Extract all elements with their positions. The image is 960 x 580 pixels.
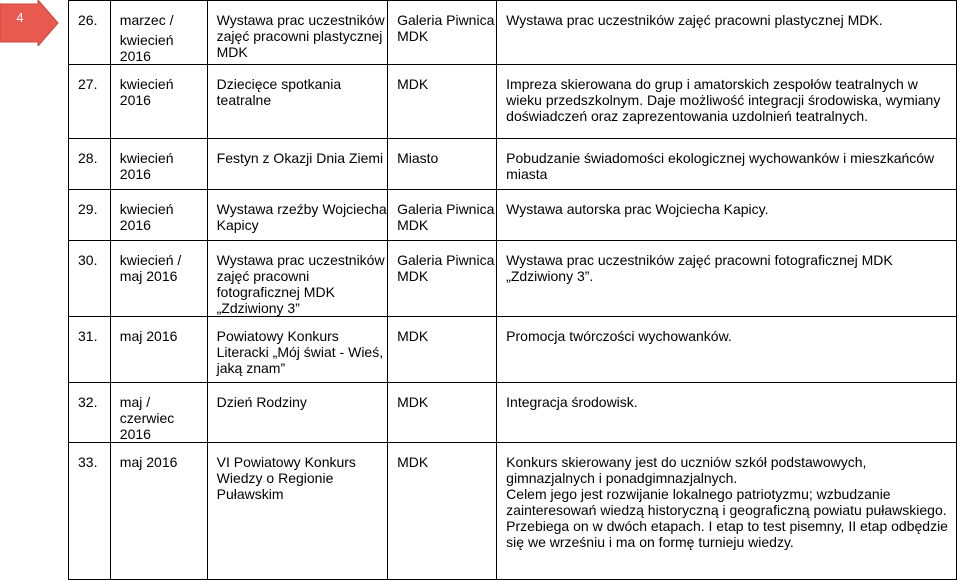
row-place: MDK	[388, 65, 497, 139]
row-date-line: maj 2016	[119, 328, 178, 344]
row-date	[110, 241, 207, 317]
row-number: 30.	[69, 241, 111, 317]
page-number-marker	[0, 0, 60, 46]
row-description	[497, 443, 957, 580]
row-number: 29.	[69, 190, 111, 241]
row-number: 28.	[69, 139, 111, 190]
row-number: 33.	[69, 443, 111, 580]
row-date	[110, 443, 207, 580]
description-paragraph: Celem jego jest rozwijanie lokalnego patriotyzmu; wzbudzanie zainteresowań wiedzą historyczną i geograficzną powiatu puławskiego.	[506, 486, 947, 518]
row-number: 32.	[69, 383, 111, 443]
table-row	[69, 190, 957, 241]
description-paragraph: Promocja twórczości wychowanków.	[506, 328, 732, 344]
row-place: Galeria Piwnica MDK	[388, 1, 497, 65]
row-place: Galeria Piwnica MDK	[388, 241, 497, 317]
row-date-line: kwiecień 2016	[119, 201, 174, 233]
row-date-line: marzec /	[119, 12, 174, 28]
row-date-line: maj 2016	[119, 454, 178, 470]
row-date	[110, 65, 207, 139]
row-description	[497, 1, 957, 65]
row-date-line: kwiecień 2016	[119, 32, 174, 64]
row-title: Wystawa prac uczestników zajęć pracowni plastycznej MDK	[207, 1, 387, 65]
row-description	[497, 190, 957, 241]
row-date	[110, 1, 207, 65]
row-place: Galeria Piwnica MDK	[388, 190, 497, 241]
description-paragraph: Wystawa autorska prac Wojciecha Kapicy.	[506, 201, 769, 217]
row-title: Wystawa rzeźby Wojciecha Kapicy	[207, 190, 387, 241]
row-date	[110, 139, 207, 190]
page-number: 4	[16, 10, 24, 25]
table-row	[69, 383, 957, 443]
events-table	[68, 0, 957, 580]
description-paragraph: Impreza skierowana do grup i amatorskich zespołów teatralnych w wieku przedszkolnym. Daje możliwość integracji środowiska, wymiany doświadczeń oraz zaprezentowania uzdolnień teatralnych.	[506, 76, 941, 124]
table-row	[69, 241, 957, 317]
row-place: MDK	[388, 443, 497, 580]
row-title: Dziecięce spotkania teatralne	[207, 65, 387, 139]
description-paragraph: Integracja środowisk.	[506, 394, 638, 410]
description-paragraph: Konkurs skierowany jest do uczniów szkół podstawowych, gimnazjalnych i ponadgimnazjalnych.	[506, 454, 867, 486]
row-place: MDK	[388, 317, 497, 383]
row-description	[497, 65, 957, 139]
table-row	[69, 317, 957, 383]
table-row	[69, 1, 957, 65]
description-paragraph: Przebiega on w dwóch etapach. I etap to test pisemny, II etap odbędzie się we wrześniu i ma on formę turnieju wiedzy.	[506, 518, 948, 550]
row-title: VI Powiatowy Konkurs Wiedzy o Regionie Puławskim	[207, 443, 387, 580]
description-paragraph: Pobudzanie świadomości ekologicznej wychowanków i mieszkańców miasta	[506, 150, 935, 182]
row-date-line: kwiecień 2016	[119, 150, 174, 182]
row-place: Miasto	[388, 139, 497, 190]
row-date-line: kwiecień 2016	[119, 76, 174, 108]
table-row	[69, 139, 957, 190]
description-paragraph: Wystawa prac uczestników zajęć pracowni plastycznej MDK.	[506, 12, 883, 28]
row-description	[497, 241, 957, 317]
row-number: 27.	[69, 65, 111, 139]
row-number: 26.	[69, 1, 111, 65]
row-date	[110, 317, 207, 383]
row-date-line: kwiecień / maj 2016	[119, 252, 182, 284]
row-date-line: maj / czerwiec 2016	[119, 394, 175, 442]
row-title: Dzień Rodziny	[207, 383, 387, 443]
row-date	[110, 190, 207, 241]
row-place: MDK	[388, 383, 497, 443]
row-title: Wystawa prac uczestników zajęć pracowni fotograficznej MDK „Zdziwiony 3”	[207, 241, 387, 317]
row-date	[110, 383, 207, 443]
row-description	[497, 139, 957, 190]
row-description	[497, 383, 957, 443]
table-row	[69, 65, 957, 139]
row-title: Powiatowy Konkurs Literacki „Mój świat - Wieś, jaką znam”	[207, 317, 387, 383]
table-row	[69, 443, 957, 580]
row-number: 31.	[69, 317, 111, 383]
row-description	[497, 317, 957, 383]
row-title: Festyn z Okazji Dnia Ziemi	[207, 139, 387, 190]
description-paragraph: Wystawa prac uczestników zajęć pracowni fotograficznej MDK „Zdziwiony 3”.	[506, 252, 893, 284]
